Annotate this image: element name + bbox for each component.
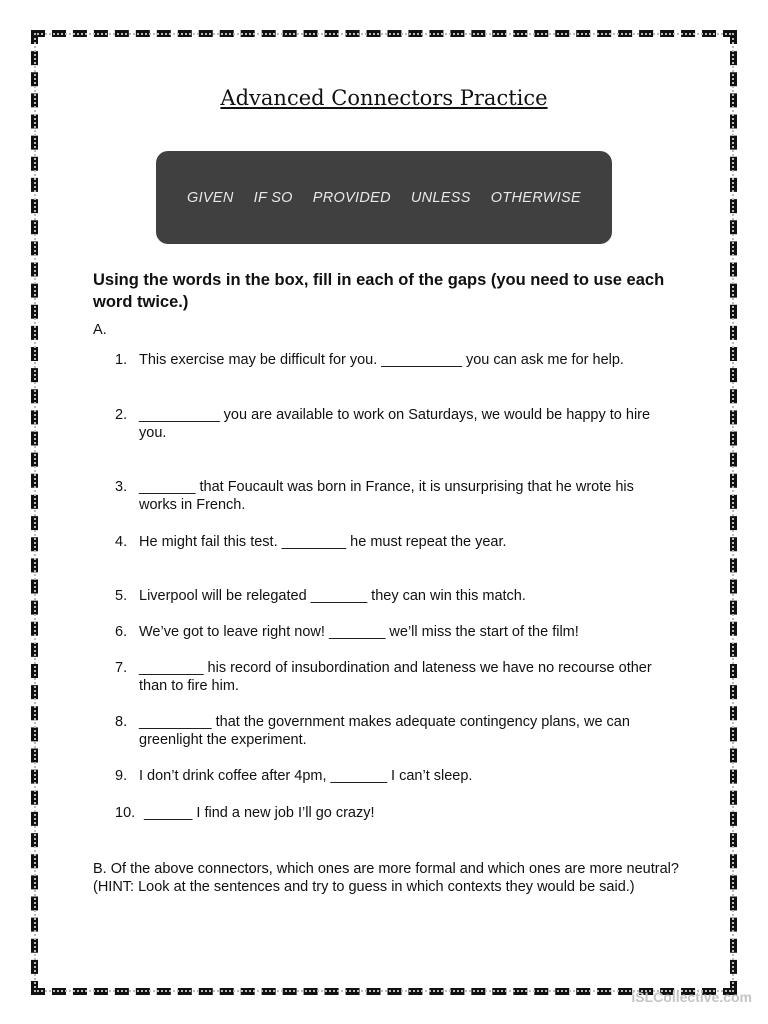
question-item xyxy=(115,767,675,785)
question-text: ________ his record of insubordination and lateness we have no recourse other than to fire him. xyxy=(139,660,652,694)
question-number: 1. xyxy=(115,352,128,368)
question-text: We’ve got to leave right now! _______ we’ll miss the start of the film! xyxy=(139,624,579,640)
question-text: _________ that the government makes adequate contingency plans, we can greenlight the experiment. xyxy=(139,714,630,748)
question-number: 6. xyxy=(115,624,128,640)
word-box xyxy=(156,151,612,244)
instructions: Using the words in the box, fill in each of the gaps (you need to use each word twice.) xyxy=(93,271,665,311)
section-b-text: B. Of the above connectors, which ones are more formal and which ones are more neutral? (HINT: Look at the sentences and try to guess in which contexts they would be said.) xyxy=(93,861,679,895)
question-item xyxy=(115,713,675,749)
question-text: Liverpool will be relegated _______ they can win this match. xyxy=(139,588,526,604)
word-box-item: UNLESS xyxy=(410,189,471,206)
question-number: 5. xyxy=(115,588,128,604)
question-item xyxy=(115,659,675,695)
word-box-item: IF SO xyxy=(253,189,293,206)
question-item xyxy=(115,478,675,514)
question-number: 4. xyxy=(115,534,128,550)
watermark: iSLCollective.com xyxy=(631,989,752,1005)
question-number: 7. xyxy=(115,660,128,676)
question-text: __________ you are available to work on Saturdays, we would be happy to hire you. xyxy=(139,407,651,441)
question-item xyxy=(115,406,675,442)
question-text: This exercise may be difficult for you. __________ you can ask me for help. xyxy=(139,352,624,368)
question-number: 3. xyxy=(115,479,128,495)
word-box-item: PROVIDED xyxy=(312,189,391,206)
question-text: ______ I find a new job I’ll go crazy! xyxy=(144,805,375,821)
question-text: I don’t drink coffee after 4pm, _______ I can’t sleep. xyxy=(139,768,473,784)
question-number: 8. xyxy=(115,714,128,730)
section-a-label: A. xyxy=(93,322,107,338)
question-text: He might fail this test. ________ he must repeat the year. xyxy=(139,534,507,550)
question-number: 10. xyxy=(115,805,136,821)
question-item xyxy=(115,533,675,551)
question-item xyxy=(115,351,675,369)
word-box-item: OTHERWISE xyxy=(490,189,581,206)
word-box-item: GIVEN xyxy=(187,189,234,206)
question-item xyxy=(115,587,675,605)
page-title: Advanced Connectors Practice xyxy=(220,86,548,110)
question-item xyxy=(115,804,675,822)
question-number: 9. xyxy=(115,768,128,784)
question-number: 2. xyxy=(115,407,128,423)
question-text: _______ that Foucault was born in France, it is unsurprising that he wrote his works in French. xyxy=(139,479,634,513)
question-item xyxy=(115,623,675,641)
